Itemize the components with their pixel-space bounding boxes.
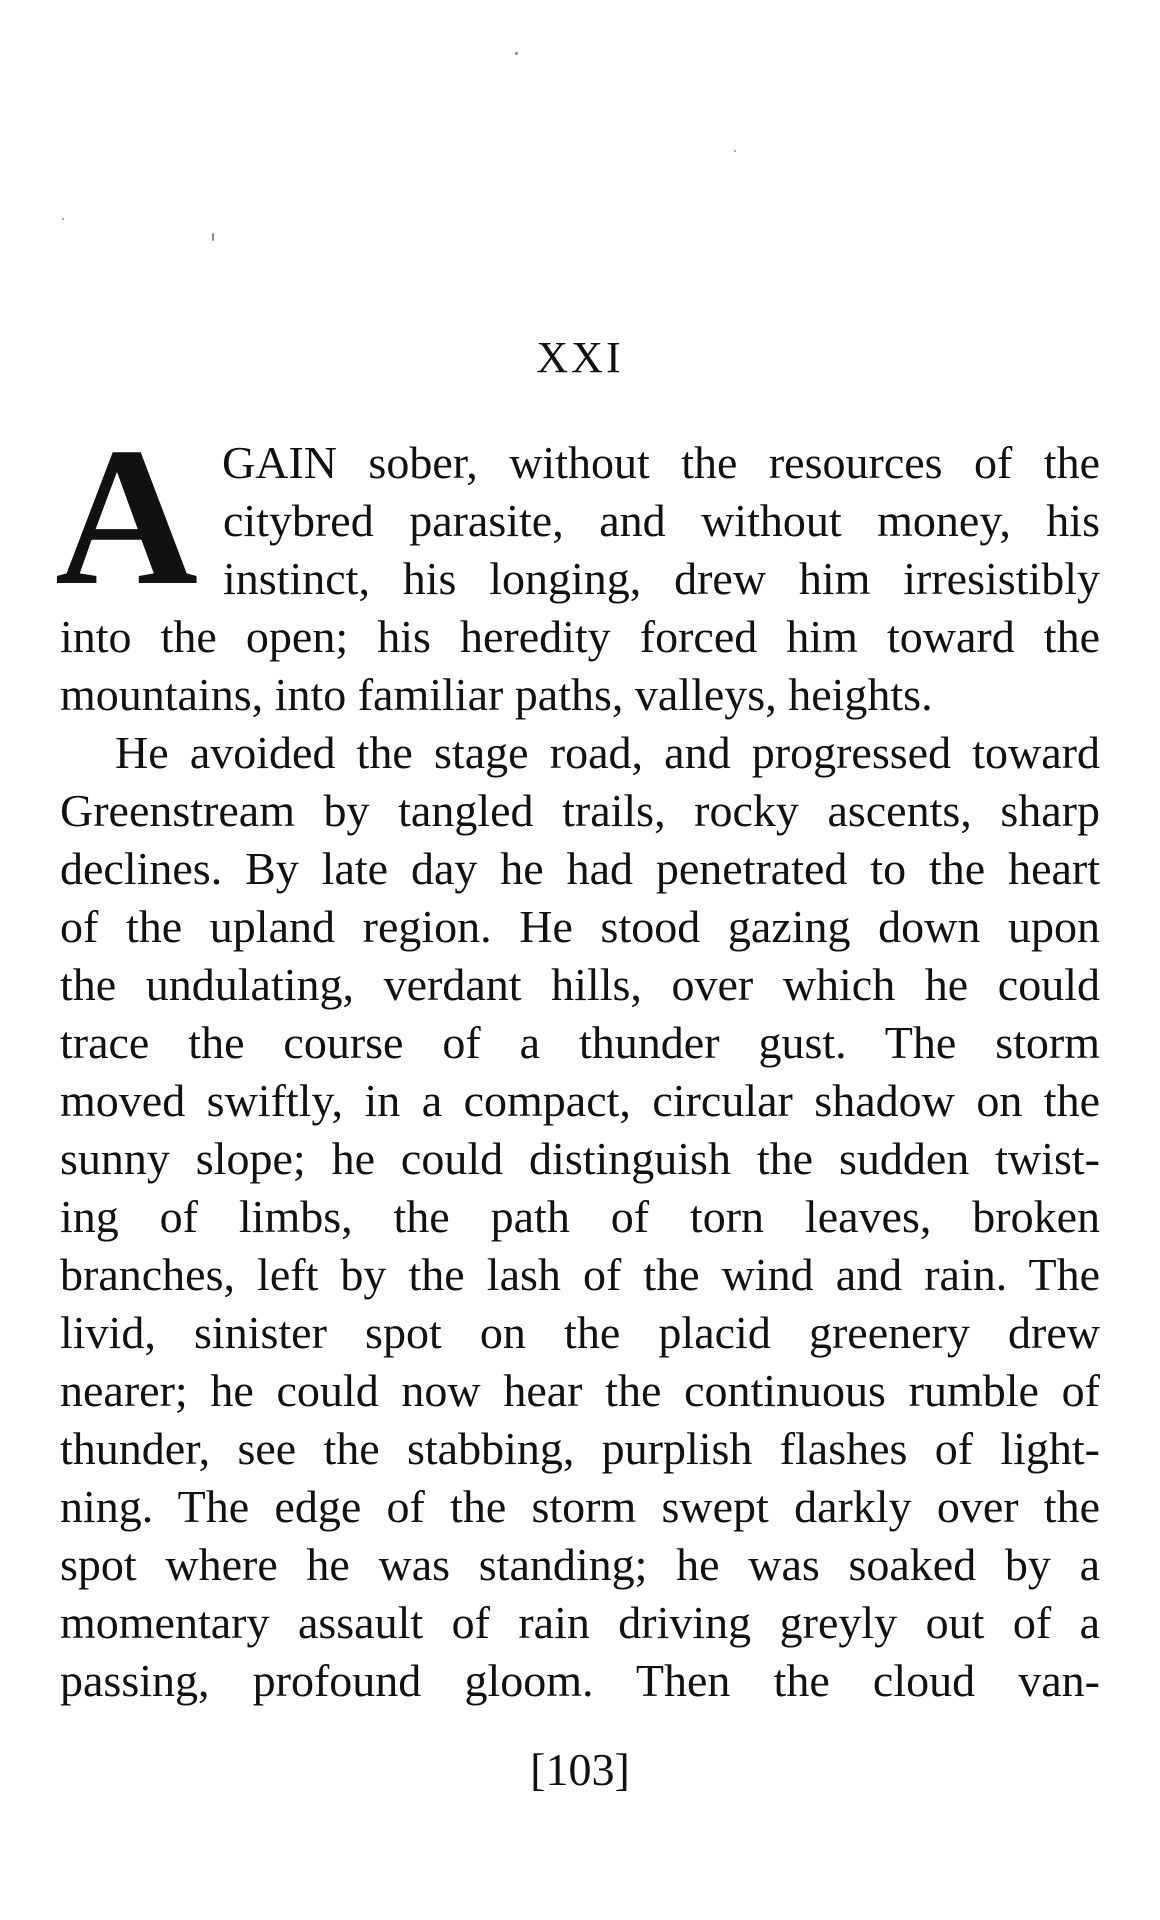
text-line: spot where he was standing; he was soaked by a <box>60 1539 1100 1590</box>
drop-cap-letter: A <box>55 407 198 626</box>
text-line: branches, left by the lash of the wind and rain. The <box>60 1249 1100 1300</box>
text-line: thunder, see the stabbing, purplish flashes of light- <box>60 1423 1100 1474</box>
scan-speck <box>515 52 518 55</box>
text-line: declines. By late day he had penetrated to the heart <box>60 843 1100 894</box>
text-line: ing of limbs, the path of torn leaves, broken <box>60 1191 1100 1242</box>
text-line: livid, sinister spot on the placid greenery drew <box>60 1307 1100 1358</box>
text-line: Greenstream by tangled trails, rocky ascents, sharp <box>60 785 1100 836</box>
text-line: trace the course of a thunder gust. The storm <box>60 1017 1100 1068</box>
text-line: passing, profound gloom. Then the cloud van- <box>60 1655 1100 1706</box>
scan-speck <box>62 218 64 220</box>
text-line: moved swiftly, in a compact, circular shadow on the <box>60 1075 1100 1126</box>
text-line: sunny slope; he could distinguish the sudden twist- <box>60 1133 1100 1184</box>
text-line: nearer; he could now hear the continuous rumble of <box>60 1365 1100 1416</box>
text-line: instinct, his longing, drew him irresistibly <box>223 553 1100 604</box>
scan-speck <box>734 150 736 152</box>
text-line: ning. The edge of the storm swept darkly over the <box>60 1481 1100 1532</box>
text-line: of the upland region. He stood gazing down upon <box>60 901 1100 952</box>
text-line: He avoided the stage road, and progressed toward <box>115 727 1100 778</box>
text-line: GAIN sober, without the resources of the <box>222 437 1100 488</box>
text-line: momentary assault of rain driving greyly out of a <box>60 1597 1100 1648</box>
page-number: [103] <box>530 1744 630 1795</box>
scan-speck <box>212 233 214 241</box>
text-line: citybred parasite, and without money, his <box>223 495 1100 546</box>
text-line: the undulating, verdant hills, over which he could <box>60 959 1100 1010</box>
text-line: into the open; his heredity forced him toward the <box>60 611 1100 662</box>
text-line: mountains, into familiar paths, valleys, heights. <box>60 669 933 720</box>
chapter-number: XXI <box>536 333 624 382</box>
